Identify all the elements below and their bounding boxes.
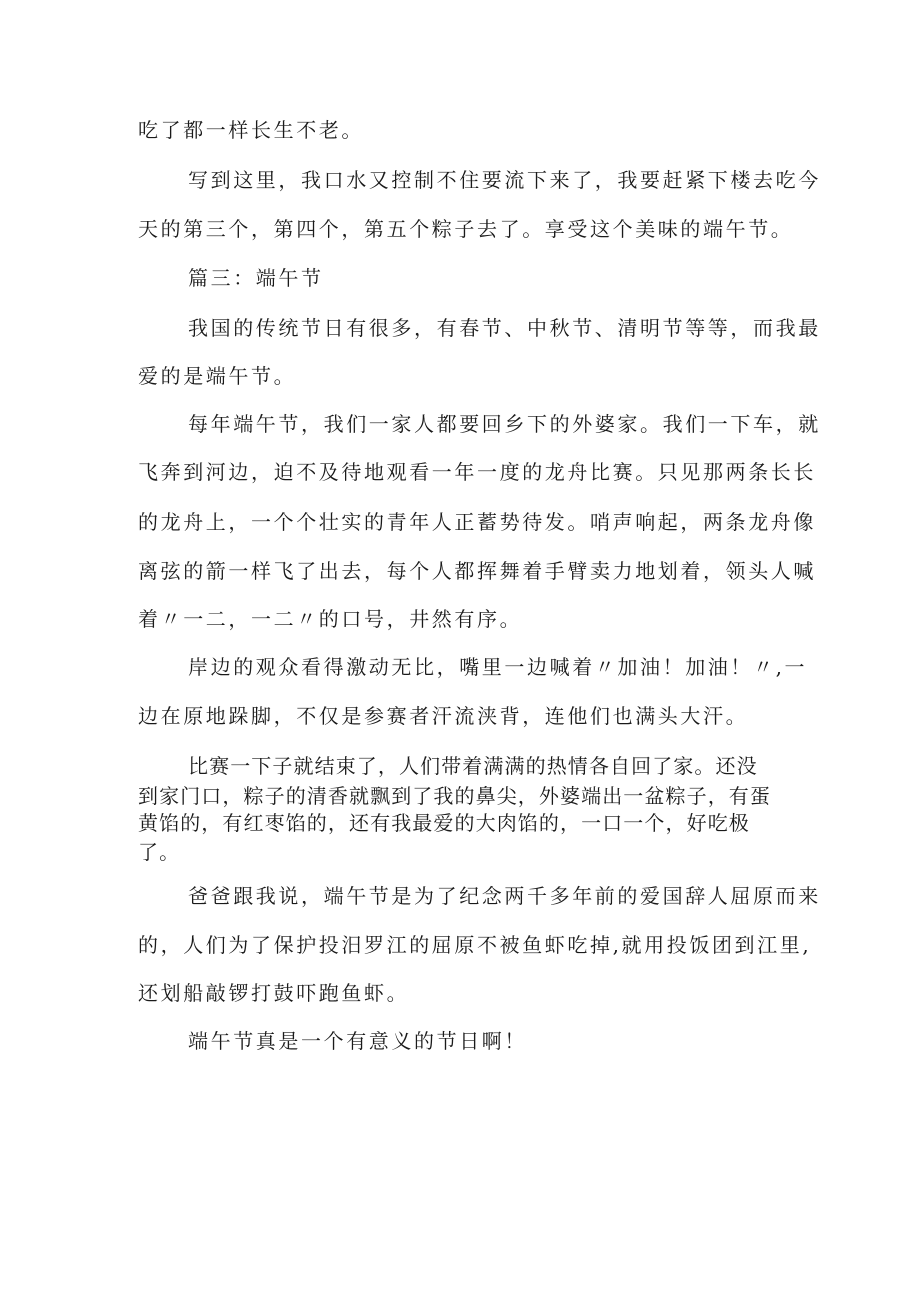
text-line: 的龙舟上，一个个壮实的青年人正蓄势待发。哨声响起，两条龙舟像 (138, 510, 816, 534)
text-line: 飞奔到河边，迫不及待地观看一年一度的龙舟比赛。只见那两条长长 (138, 460, 816, 484)
text-line: 我国的传统节日有很多，有春节、中秋节、清明节等等，而我最 (188, 316, 821, 340)
text-line: 黄馅的，有红枣馅的，还有我最爱的大肉馅的，一口一个，好吃极 (138, 811, 750, 835)
text-line: 端午节真是一个有意义的节日啊！ (188, 1029, 527, 1053)
text-line: 到家门口，粽子的清香就飘到了我的鼻尖，外婆端出一盆粽子，有蛋 (138, 784, 771, 808)
text-line: 写到这里，我口水又控制不住要流下来了，我要赶紧下楼去吃今 (188, 168, 821, 192)
text-line: 离弦的箭一样飞了出去，每个人都挥舞着手臂卖力地划着，领头人喊 (138, 559, 816, 583)
text-line: 天的第三个，第四个，第五个粽子去了。享受这个美味的端午节。 (138, 217, 794, 241)
text-line: 的，人们为了保护投汨罗江的屈原不被鱼虾吃掉,就用投饭团到江里, (138, 933, 812, 957)
text-line: 每年端午节，我们一家人都要回乡下的外婆家。我们一下车，就 (188, 412, 821, 436)
text-line: 爱的是端午节。 (138, 364, 297, 388)
text-line: 爸爸跟我说，端午节是为了纪念两千多年前的爱国辞人屈原而来 (188, 884, 821, 908)
text-line: 着〃一二，一二〃的口号，井然有序。 (138, 607, 523, 631)
text-line: 吃了都一样长生不老。 (138, 118, 364, 142)
text-line: 还划船敲锣打鼓吓跑鱼虾。 (138, 981, 410, 1005)
text-line: 了。 (138, 840, 181, 864)
text-line: 岸边的观众看得激动无比，嘴里一边喊着〃加油！加油！〃,一 (188, 655, 808, 679)
text-line: 边在原地跺脚，不仅是参赛者汗流浃背，连他们也满头大汗。 (138, 704, 749, 728)
section-heading: 篇三：端午节 (188, 266, 324, 290)
text-line: 比赛一下子就结束了，人们带着满满的热情各自回了家。还没 (188, 754, 758, 778)
